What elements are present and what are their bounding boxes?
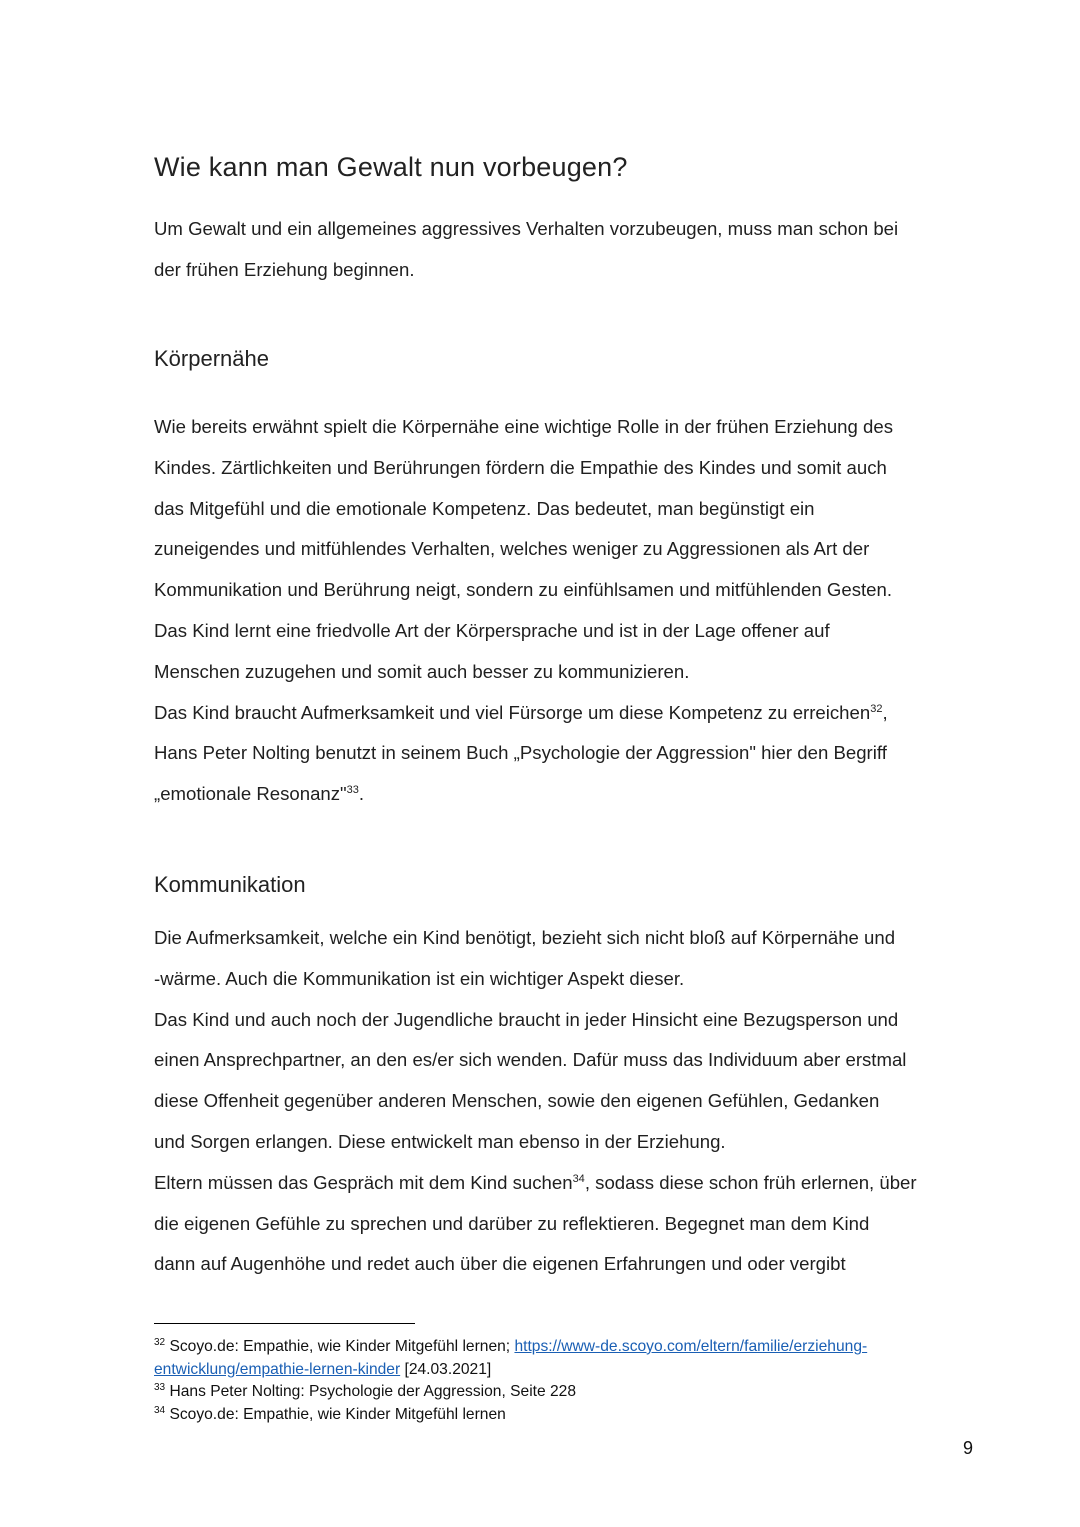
intro-paragraph [154,209,984,291]
text-run: „emotionale Resonanz" [154,783,347,805]
section-title-koerpernaehe: Körpernähe [154,346,269,371]
text-run: Eltern müssen das Gespräch mit dem Kind suchen [154,1171,573,1193]
text-line: einen Ansprechpartner, an den es/er sich wenden. Dafür muss das Individuum aber erstmal [154,1049,907,1071]
text-run: , [882,701,888,723]
text-line: das Mitgefühl und die emotionale Kompetenz. Das bedeutet, man begünstigt ein [154,497,815,519]
text-line: die eigenen Gefühle zu sprechen und darüber zu reflektieren. Begegnet man dem Kind [154,1212,870,1234]
page-number: 9 [963,1438,974,1458]
footnote-text: Scoyo.de: Empathie, wie Kinder Mitgefühl lernen; [169,1338,515,1355]
text-line [154,693,984,734]
text-line: Menschen zuzugehen und somit auch besser zu kommunizieren. [154,660,690,682]
footnote-text: Hans Peter Nolting: Psychologie der Aggression, Seite 228 [169,1383,577,1400]
text-line: der frühen Erziehung beginnen. [154,258,415,280]
text-line: Um Gewalt und ein allgemeines aggressives Verhalten vorzubeugen, muss man schon bei [154,218,899,239]
koerpernaehe-paragraph [154,407,984,815]
text-line [154,1163,984,1204]
text-line: Kommunikation und Berührung neigt, sondern zu einfühlsamen und mitfühlenden Gesten. [154,579,893,601]
text-line: zuneigendes und mitfühlendes Verhalten, welches weniger zu Aggressionen als Art der [154,538,870,560]
kommunikation-paragraph [154,918,984,1285]
text-line: -wärme. Auch die Kommunikation ist ein wichtiger Aspekt dieser. [154,967,685,989]
footnote-ref[interactable]: 34 [572,1172,585,1185]
text-line: Kindes. Zärtlichkeiten und Berührungen fördern die Empathie des Kindes und somit auch [154,456,887,478]
footnote-ref[interactable]: 33 [346,783,359,796]
section-title-kommunikation: Kommunikation [154,872,306,897]
footnote-number: 32 [154,1336,166,1348]
footnote-text: Scoyo.de: Empathie, wie Kinder Mitgefühl lernen [169,1405,506,1423]
footnote-34 [154,1404,984,1427]
text-line: Das Kind und auch noch der Jugendliche braucht in jeder Hinsicht eine Bezugsperson und [154,1008,899,1030]
text-line: Das Kind lernt eine friedvolle Art der Körpersprache und ist in der Lage offener auf [154,619,830,641]
footnote-number: 33 [154,1381,166,1393]
footnote-link[interactable]: https://www-de.scoyo.com/eltern/familie/erziehung- [514,1338,868,1355]
text-line: und Sorgen erlangen. Diese entwickelt man ebenso in der Erziehung. [154,1130,726,1152]
text-run: , sodass diese schon früh erlernen, über [584,1171,917,1193]
footnote-ref[interactable]: 32 [870,702,883,715]
text-line: Die Aufmerksamkeit, welche ein Kind benötigt, bezieht sich nicht bloß auf Körpernähe und [154,927,896,948]
footnotes [154,1336,984,1426]
page-heading: Wie kann man Gewalt nun vorbeugen? [154,152,628,182]
text-run: . [358,783,365,805]
text-line [154,774,984,815]
text-line: Wie bereits erwähnt spielt die Körpernähe eine wichtige Rolle in der frühen Erziehung des [154,416,894,437]
footnote-number: 34 [154,1404,166,1416]
footnote-33 [154,1381,984,1404]
text-line: Hans Peter Nolting benutzt in seinem Buch „Psychologie der Aggression" hier den Begriff [154,742,887,764]
footnote-link[interactable]: entwicklung/empathie-lernen-kinder [154,1360,401,1378]
footnote-date: [24.03.2021] [400,1360,492,1378]
text-run: Das Kind braucht Aufmerksamkeit und viel Fürsorge um diese Kompetenz zu erreichen [154,701,871,723]
footnote-32-cont [154,1359,984,1382]
footnote-32 [154,1336,984,1359]
text-line: diese Offenheit gegenüber anderen Menschen, sowie den eigenen Gefühlen, Gedanken [154,1090,880,1112]
text-line: dann auf Augenhöhe und redet auch über die eigenen Erfahrungen und oder vergibt [154,1253,846,1275]
footnote-separator [154,1323,415,1324]
